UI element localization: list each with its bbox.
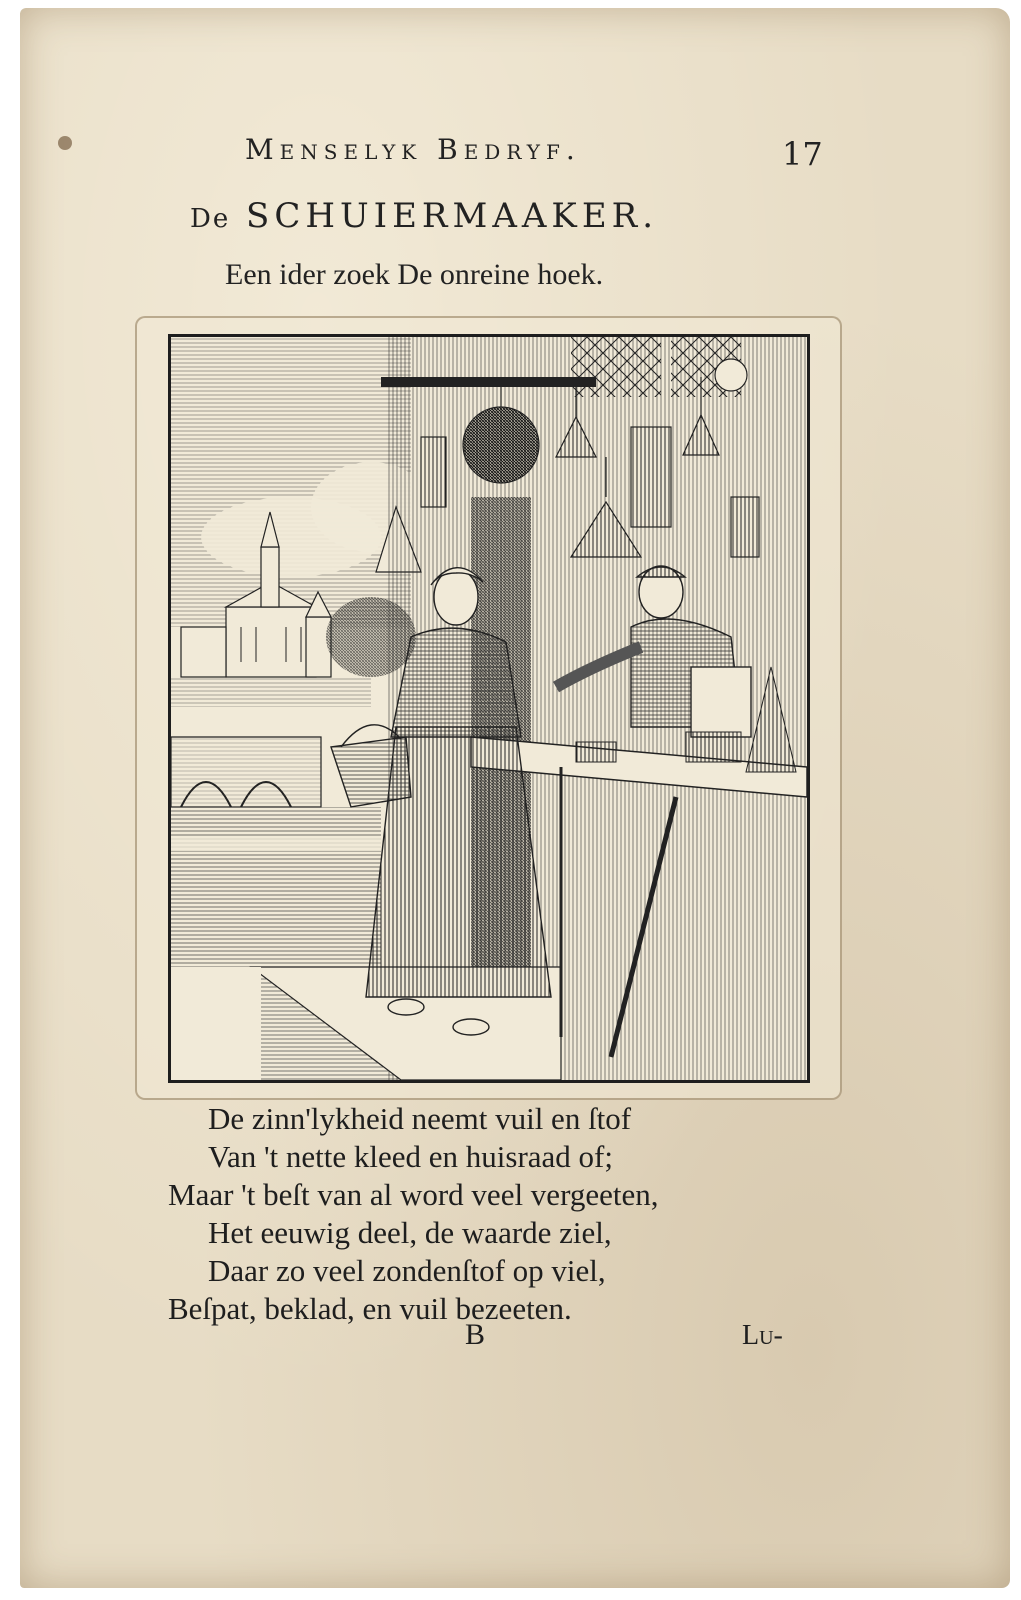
verse-line: Van 't nette kleed en huisraad of;	[208, 1139, 613, 1174]
page-number: 17	[782, 135, 823, 173]
verse-line: Beſpat, beklad, en vuil bezeeten.	[168, 1291, 572, 1326]
title-main: SCHUIERMAAKER.	[246, 196, 659, 236]
page-title	[190, 196, 658, 236]
verse-line: Het eeuwig deel, de waarde ziel,	[208, 1215, 612, 1250]
verse-line: Daar zo veel zondenſtof op viel,	[208, 1253, 606, 1288]
book-page	[20, 8, 1010, 1588]
catchword: Lu-	[742, 1320, 783, 1351]
verse	[168, 1100, 808, 1328]
page-header	[20, 133, 1010, 173]
engraving-illustration	[168, 334, 810, 1083]
running-title: Menselyk Bedryf.	[245, 133, 581, 166]
motto: Een ider zoek De onreine hoek.	[225, 258, 604, 291]
brush-maker-engraving	[171, 337, 807, 1080]
verse-line: De zinn'lykheid neemt vuil en ſtof	[208, 1101, 632, 1136]
title-prefix: De	[190, 204, 231, 234]
signature-mark: B	[465, 1318, 486, 1351]
verse-line: Maar 't beſt van al word veel vergeeten,	[168, 1177, 659, 1212]
